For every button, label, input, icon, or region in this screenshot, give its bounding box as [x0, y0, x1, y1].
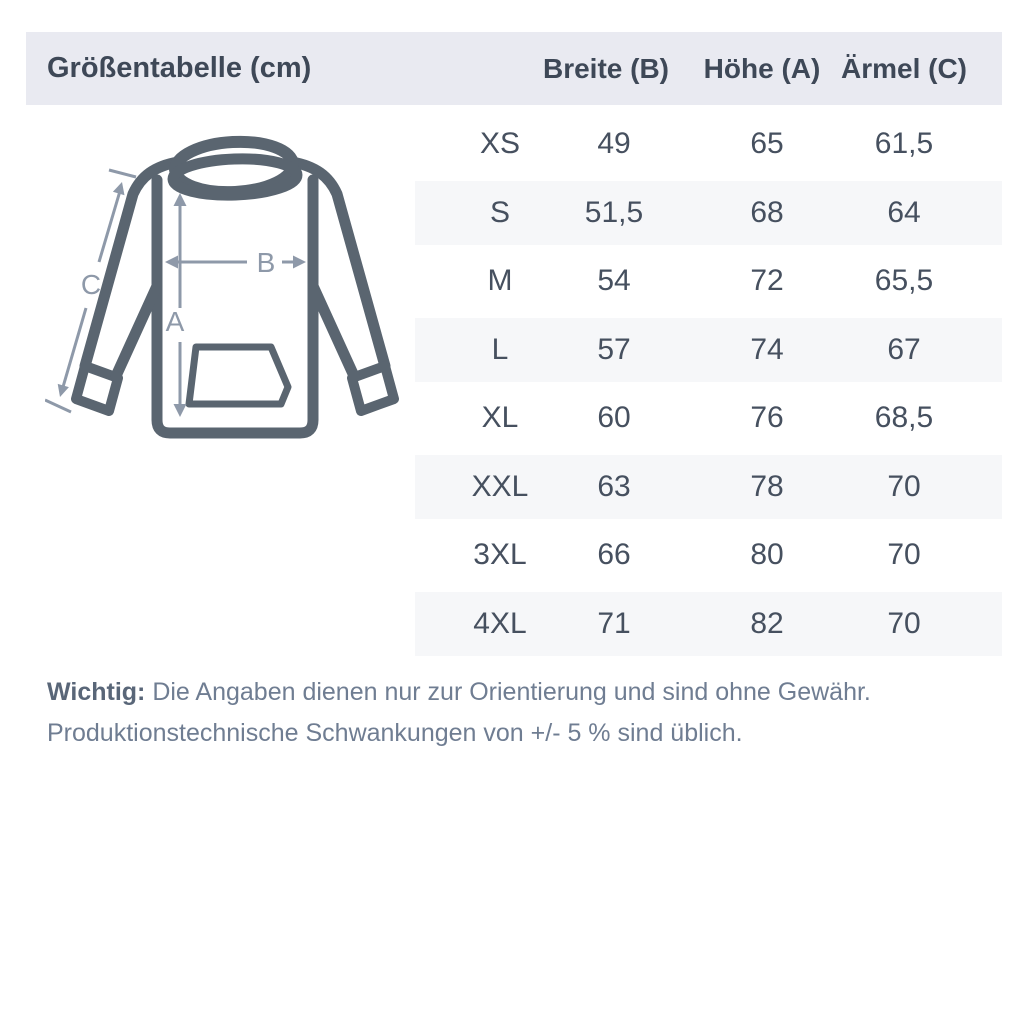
aermel-value: 65,5	[874, 264, 934, 297]
hoehe-value: 74	[750, 332, 784, 366]
table-row-s	[415, 179, 1002, 248]
aermel-value: 67	[887, 332, 921, 366]
table-row-4xl	[415, 590, 1002, 659]
breite-value: 63	[597, 469, 631, 503]
size-label: 3XL	[473, 538, 527, 571]
table-row-m	[415, 247, 1002, 316]
column-header-aermel: Ärmel (C)	[840, 53, 968, 84]
hoodie-outline-icon	[76, 162, 394, 433]
disclaimer-line-2: Produktionstechnische Schwankungen von +/- 5 % sind üblich.	[47, 719, 743, 747]
arrowhead-c-up-icon	[113, 182, 125, 195]
aermel-value: 70	[887, 538, 921, 571]
label-b: B	[256, 247, 276, 278]
important-label: Wichtig:	[47, 678, 146, 706]
label-a: A	[165, 306, 185, 337]
breite-value: 54	[597, 264, 631, 297]
size-label: M	[487, 264, 513, 297]
table-row-xs	[415, 110, 1002, 179]
breite-value: 49	[597, 127, 631, 160]
aermel-value: 70	[887, 606, 921, 640]
tick-bottom-icon	[45, 400, 71, 412]
hoehe-value: 80	[750, 538, 784, 571]
tick-top-icon	[109, 170, 136, 177]
hood-icon	[172, 139, 297, 197]
aermel-value: 64	[887, 195, 921, 229]
aermel-value: 68,5	[874, 401, 934, 434]
size-label: S	[489, 195, 511, 229]
hoehe-value: 68	[750, 195, 784, 229]
hoehe-value: 78	[750, 469, 784, 503]
breite-value: 66	[597, 538, 631, 571]
size-label: 4XL	[473, 606, 527, 640]
hoehe-value: 72	[750, 264, 784, 297]
column-header-hoehe: Höhe (A)	[703, 53, 821, 84]
hoehe-value: 82	[750, 606, 784, 640]
arrowhead-c-down-icon	[58, 384, 69, 397]
size-table	[415, 110, 1002, 658]
column-header-breite: Breite (B)	[542, 53, 670, 84]
size-label: XL	[481, 401, 519, 434]
aermel-value: 70	[887, 469, 921, 503]
breite-value: 71	[597, 606, 631, 640]
arrowhead-a-up-icon	[174, 193, 187, 206]
table-header-bar	[26, 32, 1002, 105]
page-title: Größentabelle (cm)	[47, 52, 312, 84]
pocket-icon	[189, 347, 288, 404]
arrowhead-b-left-icon	[165, 256, 178, 269]
size-label: XS	[479, 127, 521, 160]
table-row-3xl	[415, 521, 1002, 590]
disclaimer-note	[47, 672, 977, 754]
disclaimer-line-1: Wichtig: Die Angaben dienen nur zur Orientierung und sind ohne Gewähr.	[47, 678, 871, 706]
hoehe-value: 76	[750, 401, 784, 434]
hoodie-measurement-diagram	[45, 118, 405, 448]
size-label: L	[491, 332, 509, 366]
hoehe-value: 65	[750, 127, 784, 160]
size-label: XXL	[471, 469, 529, 503]
table-row-xl	[415, 384, 1002, 453]
breite-value: 51,5	[584, 195, 644, 229]
table-row-xxl	[415, 453, 1002, 522]
arrowhead-a-down-icon	[174, 404, 187, 417]
breite-value: 60	[597, 401, 631, 434]
aermel-value: 61,5	[874, 127, 934, 160]
arrowhead-b-right-icon	[293, 256, 306, 269]
table-row-l	[415, 316, 1002, 385]
breite-value: 57	[597, 332, 631, 366]
label-c: C	[80, 269, 102, 300]
